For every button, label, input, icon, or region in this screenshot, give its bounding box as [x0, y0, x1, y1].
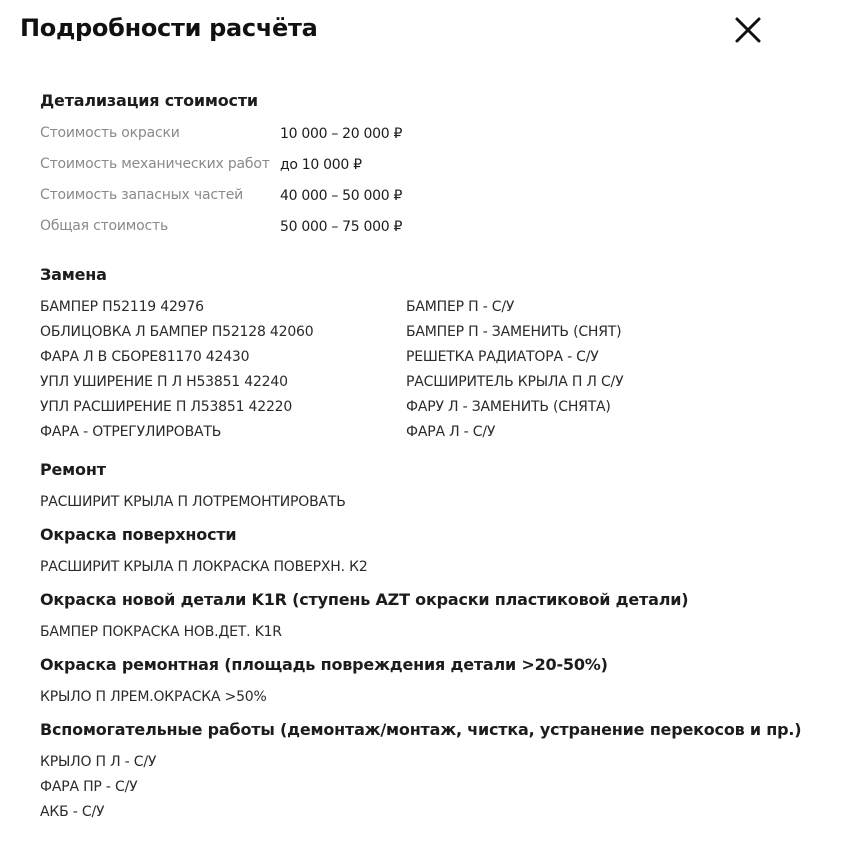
replacement-item: БАМПЕР П52119 42976 — [40, 299, 204, 315]
replacement-item: ФАРУ Л - ЗАМЕНИТЬ (СНЯТА) — [406, 399, 611, 415]
repair-heading: Ремонт — [40, 460, 106, 479]
cost-value-mechanical: до 10 000 ₽ — [280, 157, 362, 173]
cost-label-parts: Стоимость запасных частей — [40, 187, 244, 203]
cost-label-mechanical: Стоимость механических работ — [40, 156, 270, 172]
replacement-item: БАМПЕР П - ЗАМЕНИТЬ (СНЯТ) — [406, 324, 622, 340]
cost-value-parts: 40 000 – 50 000 ₽ — [280, 188, 403, 204]
replacement-item: ФАРА - ОТРЕГУЛИРОВАТЬ — [40, 424, 222, 440]
surface-paint-heading: Окраска поверхности — [40, 525, 237, 544]
cost-value-total: 50 000 – 75 000 ₽ — [280, 219, 403, 235]
replacement-item: РЕШЕТКА РАДИАТОРА - С/У — [406, 349, 599, 365]
auxiliary-item: ФАРА ПР - С/У — [40, 779, 138, 795]
cost-details-heading: Детализация стоимости — [40, 91, 258, 110]
replacement-item: РАСШИРИТЕЛЬ КРЫЛА П Л С/У — [406, 374, 624, 390]
replacement-heading: Замена — [40, 265, 107, 284]
close-button[interactable] — [734, 16, 762, 44]
replacement-item: УПЛ РАСШИРЕНИЕ П Л53851 42220 — [40, 399, 293, 415]
new-part-paint-heading: Окраска новой детали K1R (ступень AZT окраски пластиковой детали) — [40, 590, 689, 609]
replacement-item: БАМПЕР П - С/У — [406, 299, 515, 315]
surface-paint-item: РАСШИРИТ КРЫЛА П ЛОКРАСКА ПОВЕРХН. К2 — [40, 559, 368, 575]
replacement-item: УПЛ УШИРЕНИЕ П Л Н53851 42240 — [40, 374, 288, 390]
repair-paint-item: КРЫЛО П ЛРЕМ.ОКРАСКА >50% — [40, 689, 267, 705]
close-icon[interactable] — [734, 16, 762, 44]
auxiliary-heading: Вспомогательные работы (демонтаж/монтаж, чистка, устранение перекосов и пр.) — [40, 720, 802, 739]
repair-paint-heading: Окраска ремонтная (площадь повреждения детали >20-50%) — [40, 655, 608, 674]
cost-value-paint: 10 000 – 20 000 ₽ — [280, 126, 403, 142]
new-part-paint-item: БАМПЕР ПОКРАСКА НОВ.ДЕТ. K1R — [40, 624, 282, 640]
auxiliary-item: АКБ - С/У — [40, 804, 105, 820]
page-title: Подробности расчёта — [20, 14, 318, 42]
replacement-item: ОБЛИЦОВКА Л БАМПЕР П52128 42060 — [40, 324, 314, 340]
auxiliary-item: КРЫЛО П Л - С/У — [40, 754, 157, 770]
replacement-item: ФАРА Л - С/У — [406, 424, 496, 440]
repair-item: РАСШИРИТ КРЫЛА П ЛОТРЕМОНТИРОВАТЬ — [40, 494, 346, 510]
cost-label-total: Общая стоимость — [40, 218, 169, 234]
replacement-item: ФАРА Л В СБОРЕ81170 42430 — [40, 349, 250, 365]
cost-label-paint: Стоимость окраски — [40, 125, 180, 141]
